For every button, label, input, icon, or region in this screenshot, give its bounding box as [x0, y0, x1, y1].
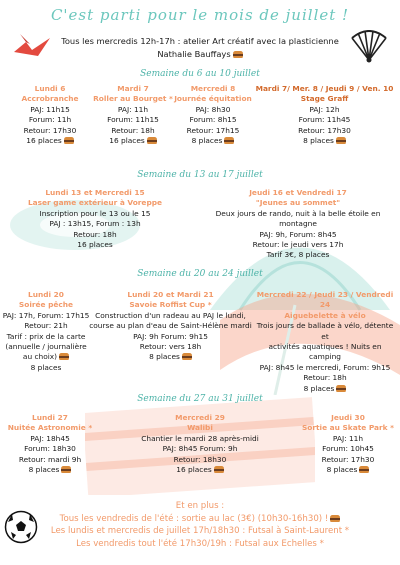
activity-date: Lundi 27: [32, 413, 68, 422]
activity-places: 8 places: [298, 465, 398, 475]
activity-title: Savoie Roffist Cup *: [129, 300, 212, 310]
activity-date: Lundi 20: [28, 290, 64, 299]
burger-icon: [61, 466, 71, 473]
burger-icon: [214, 466, 224, 473]
intro-line-2: Nathalie Bauffays: [60, 48, 340, 61]
activity-places: 8 places: [30, 362, 62, 372]
activity-line: Tarif : prix de la carte: [6, 331, 86, 341]
activity-line: PAJ: 8h30: [195, 104, 231, 114]
week-2-heading: Semaine du 13 au 17 juillet: [137, 170, 263, 180]
activity-line: activités aquatiques ! Nuits en camping: [268, 342, 382, 362]
activity-title: Roller au Bourget *: [93, 94, 173, 104]
activity-line: Retour: 17h15: [186, 125, 240, 135]
activity-line: Retour: 18h30: [173, 454, 227, 464]
activity-line: Forum: 11h: [28, 115, 72, 125]
activity-line: PAJ: 18h45: [30, 433, 70, 443]
activity-date: Jeudi 16 et Vendredi 17: [249, 188, 347, 197]
activity-date: Mercredi 22 / Jeudi 23 / Vendredi 24: [256, 290, 394, 310]
activity-line: PAJ: 11h15: [30, 104, 70, 114]
week-4-heading: Semaine du 27 au 31 juillet: [137, 394, 263, 404]
activity-places: 16 places: [5, 136, 95, 146]
activity-title: Accrobranche: [21, 94, 79, 104]
activity-title: Aiguebelette à vélo: [284, 310, 366, 320]
activity-walibi: [120, 413, 280, 475]
activity-line: PAJ: 11h: [332, 433, 364, 443]
activity-title: "Jeunes au sommet": [255, 198, 341, 208]
activity-line: Forum: 10h45: [322, 444, 374, 454]
activity-line: Retour: 18h: [73, 229, 117, 239]
activity-line: Retour: mardi 9h: [18, 454, 82, 464]
activity-mardi-7: [88, 84, 178, 146]
activity-jeunes-au-sommet: [198, 188, 398, 261]
activity-line: Retour: 17h30: [298, 125, 351, 135]
extras-line: Les lundis et mercredis de juillet 17h/18h30 : Futsal à Saint-Laurent *: [50, 526, 350, 537]
activity-date: Jeudi 30: [331, 413, 365, 422]
activity-line: PAJ: 8h45 Forum: 9h: [162, 444, 238, 454]
week-3-heading: Semaine du 20 au 24 juillet: [137, 269, 263, 279]
activity-line: Retour: le jeudi vers 17h: [252, 240, 344, 250]
activity-title: Soirée pêche: [18, 300, 74, 310]
activity-title: Walibi: [187, 423, 213, 433]
activity-line: Forum: 8h15: [189, 115, 237, 125]
extras-heading: Et en plus :: [175, 501, 225, 511]
activity-line: Retour: 18h: [303, 373, 347, 383]
activity-title: Laser game extérieur à Voreppe: [27, 198, 163, 208]
week-1-heading: Semaine du 6 au 10 juillet: [140, 69, 260, 79]
activity-title: Sortie au Skate Park *: [301, 423, 395, 433]
burger-icon: [330, 515, 340, 522]
activity-line: Forum: 11h45: [298, 115, 351, 125]
activity-line: Retour: vers 18h: [139, 342, 202, 352]
activity-line: PAJ: 9h, Forum: 8h45: [259, 229, 337, 239]
activity-date: Lundi 6: [34, 84, 66, 93]
activity-line: (annuelle / journalière: [5, 342, 87, 352]
page-title: C'est parti pour le mois de juillet !: [50, 6, 350, 24]
activity-line: Retour: 21h: [24, 321, 68, 331]
burger-icon: [359, 466, 369, 473]
activity-line: PAJ: 8h45 le mercredi, Forum: 9h15: [259, 362, 391, 372]
activity-line: Construction d'un radeau au PAJ le lundi,: [95, 310, 246, 320]
activity-line: Trois jours de ballade à vélo, détente et: [256, 321, 394, 341]
extras-section: [0, 500, 400, 550]
activity-line: PAJ : 13h15, Forum : 13h: [49, 219, 141, 229]
activity-nuitee-astronomie: [5, 413, 95, 475]
activity-soiree-peche: [2, 290, 90, 373]
activity-title: Nuitée Astronomie *: [7, 423, 93, 433]
activity-date: Mercredi 8: [190, 84, 236, 93]
intro-text: [60, 35, 340, 61]
activity-line: Retour: 17h30: [23, 125, 77, 135]
activity-places: 8 places: [252, 136, 397, 146]
activity-line: Forum: 11h15: [107, 115, 159, 125]
soccer-ball-icon: [4, 510, 38, 544]
burger-icon: [336, 385, 346, 392]
activity-line: PAJ: 9h Forum: 9h15: [133, 331, 208, 341]
activity-laser-game: [15, 188, 175, 250]
activity-line: Forum: 18h30: [24, 444, 76, 454]
burger-icon: [224, 137, 234, 144]
activity-savoie-cup: [88, 290, 253, 363]
fan-icon: [350, 30, 388, 64]
extras-line: Tous les vendredis de l'été : sortie au lac (3€) (10h30-16h30) !: [0, 513, 400, 526]
activity-places: 16 places: [77, 240, 113, 250]
activity-line: Retour: 18h: [111, 125, 155, 135]
activity-date: Mardi 7: [117, 84, 149, 93]
activity-line: PAJ: 12h: [309, 104, 340, 114]
intro-line-1: Tous les mercredis 12h-17h : atelier Art créatif avec la plasticienne: [61, 36, 339, 46]
activity-line: Tarif 3€, 8 places: [266, 250, 330, 260]
activity-title: Journée équitation: [174, 94, 252, 104]
activity-lundi-6: [5, 84, 95, 146]
burger-icon: [59, 353, 69, 360]
activity-places: 8 places: [252, 384, 398, 394]
origami-bird-icon: [12, 32, 52, 62]
extras-line: Les vendredis tout l'été 17h30/19h : Futsal aux Echelles *: [76, 538, 324, 549]
activity-mercredi-8: [168, 84, 258, 146]
activity-places: 8 places: [168, 136, 258, 146]
activity-aiguebelette: [252, 290, 398, 394]
burger-icon: [182, 353, 192, 360]
activity-line: au choix): [2, 352, 90, 362]
burger-icon: [147, 137, 157, 144]
activity-date: Mercredi 29: [175, 413, 225, 422]
activity-places: 8 places: [5, 465, 95, 475]
activity-places: 16 places: [88, 136, 178, 146]
activity-line: Chantier le mardi 28 après-midi: [141, 433, 259, 443]
activity-skate-park: [298, 413, 398, 475]
burger-icon: [233, 51, 243, 58]
activity-stage-graff: [252, 84, 397, 146]
activity-line: Deux jours de rando, nuit à la belle étoile en montagne: [215, 208, 381, 229]
burger-icon: [336, 137, 346, 144]
burger-icon: [64, 137, 74, 144]
activity-line: Inscription pour le 13 ou le 15: [39, 208, 151, 218]
activity-date: Mardi 7/ Mer. 8 / Jeudi 9 / Ven. 10: [255, 84, 394, 93]
activity-line: Retour: 17h30: [321, 454, 375, 464]
activity-line: course au plan d'eau de Saint-Hélène mardi: [89, 321, 252, 331]
activity-date: Lundi 20 et Mardi 21: [127, 290, 214, 299]
activity-places: 16 places: [120, 465, 280, 475]
activity-title: Stage Graff: [300, 94, 349, 104]
activity-line: PAJ: 11h: [117, 104, 149, 114]
activity-places: 8 places: [88, 352, 253, 362]
activity-date: Lundi 13 et Mercredi 15: [45, 188, 145, 197]
activity-line: PAJ: 17h, Forum: 17h15: [2, 310, 90, 320]
